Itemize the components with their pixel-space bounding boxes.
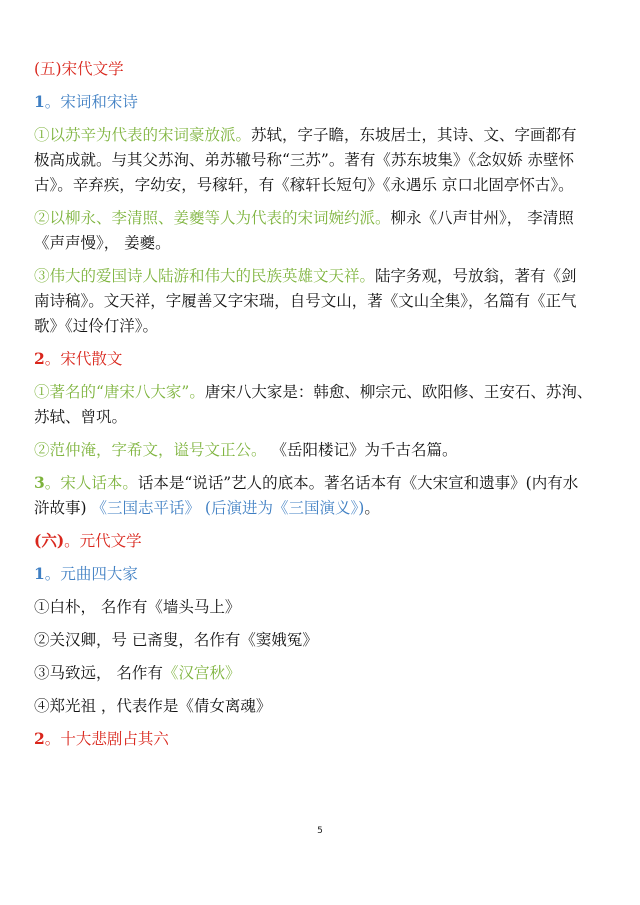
subheading-title: 元曲四大家: [60, 565, 138, 583]
huaben-number: 3: [34, 473, 45, 492]
text-huaben: 话本是“说话”艺人的底本。著名话本有《大宋宣和遗事》(内有水: [137, 474, 579, 492]
text-close-paren: ): [358, 499, 365, 517]
subheading-separator: 。: [44, 565, 61, 583]
subheading-number: 2: [34, 349, 45, 368]
subheading-number: 1: [34, 92, 45, 111]
text-line: 歌》《过伶仃洋》。: [34, 317, 159, 335]
list-item-ma-zhiyuan: [34, 662, 618, 684]
paragraph-wanyue-school: [34, 207, 618, 254]
highlight-patriots: ③伟大的爱国诗人陆游和伟大的民族英雄文天祥。: [34, 267, 376, 285]
subheading-separator: 。: [44, 730, 61, 748]
section-heading-title: 。元代文学: [64, 532, 142, 550]
highlight-huaben: 宋人话本。: [60, 474, 138, 492]
text-line: 南诗稿》。文天祥，字履善又字宋瑞，自号文山，著《文山全集》，名篇有《正气: [34, 292, 577, 310]
text-eight-masters: 唐宋八大家是：韩愈、柳宗元、欧阳修、王安石、苏洵、: [204, 383, 593, 401]
subheading-separator: 。: [44, 350, 61, 368]
text-line: 《声声慢》， 姜夔。: [34, 234, 171, 252]
section-heading-yuan-literature: [34, 530, 618, 552]
list-item-zheng-guangzu: ④郑光祖 ，代表作是《倩女离魂》: [34, 697, 272, 715]
text-su-shi: 苏轼，字子瞻，东坡居士，其诗、文、字画都有: [251, 126, 577, 144]
work-sanguozhi-pinghua: 《三国志平话》: [91, 499, 200, 517]
text-ma-zhiyuan: ③马致远， 名作有: [34, 664, 163, 682]
subheading-title: 十大悲剧占其六: [60, 730, 169, 748]
subheading-title: 宋代散文: [60, 350, 123, 368]
text-lu-you: 陆字务观，号放翁，著有《剑: [375, 267, 577, 285]
text-later-evolved: (后演进为: [200, 499, 273, 517]
subheading-separator: 。: [44, 93, 61, 111]
list-item-bai-pu: ①白朴， 名作有《墙头马上》: [34, 598, 241, 616]
subheading-ten-tragedies: [34, 728, 618, 750]
subheading-song-prose: [34, 348, 618, 370]
highlight-eight-masters: ①著名的“唐宋八大家”。: [34, 383, 205, 401]
paragraph-huaben: [34, 472, 618, 519]
subheading-yuan-four-masters: [34, 563, 618, 585]
text-line: 古》。辛弃疾，字幼安，号稼轩，有《稼轩长短句》《永遇乐 京口北固亭怀古》。: [34, 176, 574, 194]
paragraph-haofang-school: [34, 124, 618, 196]
subheading-song-ci-poetry: [34, 91, 618, 113]
text-period: 。: [364, 499, 380, 517]
highlight-fan-zhongyan: ②范仲淹，字希文，谥号文正公。: [34, 441, 267, 459]
highlight-wanyue: ②以柳永、李清照、姜夔等人为代表的宋词婉约派。: [34, 209, 391, 227]
text-liu-yong: 柳永《八声甘州》， 李清照: [390, 209, 574, 227]
paragraph-fan-zhongyan: [34, 439, 618, 461]
text-line: 苏轼、曾巩。: [34, 408, 128, 426]
work-han-gong-qiu: 《汉宫秋》: [162, 664, 241, 682]
paragraph-eight-masters: [34, 381, 618, 428]
section-heading-number: (六): [34, 531, 65, 550]
highlight-haofang: ①以苏辛为代表的宋词豪放派。: [34, 126, 252, 144]
subheading-title: 宋词和宋诗: [60, 93, 138, 111]
huaben-separator: 。: [44, 474, 61, 492]
section-heading-song-literature: (五)宋代文学: [34, 60, 124, 78]
text-yueyang-tower: 《岳阳楼记》为千古名篇。: [266, 441, 458, 459]
subheading-number: 1: [34, 564, 45, 583]
page-number: 5: [317, 826, 323, 836]
subheading-number: 2: [34, 729, 45, 748]
text-shuihu: 浒故事): [34, 499, 92, 517]
list-item-guan-hanqing: ②关汉卿，号 已斋叟，名作有《窦娥冤》: [34, 631, 318, 649]
document-page: [34, 58, 618, 761]
text-line: 极高成就。与其父苏洵、弟苏辙号称“三苏”。著有《苏东坡集》《念奴娇 赤壁怀: [34, 151, 575, 169]
work-sanguo-yanyi: 《三国演义》: [272, 499, 359, 517]
paragraph-patriotic-poets: [34, 265, 618, 337]
